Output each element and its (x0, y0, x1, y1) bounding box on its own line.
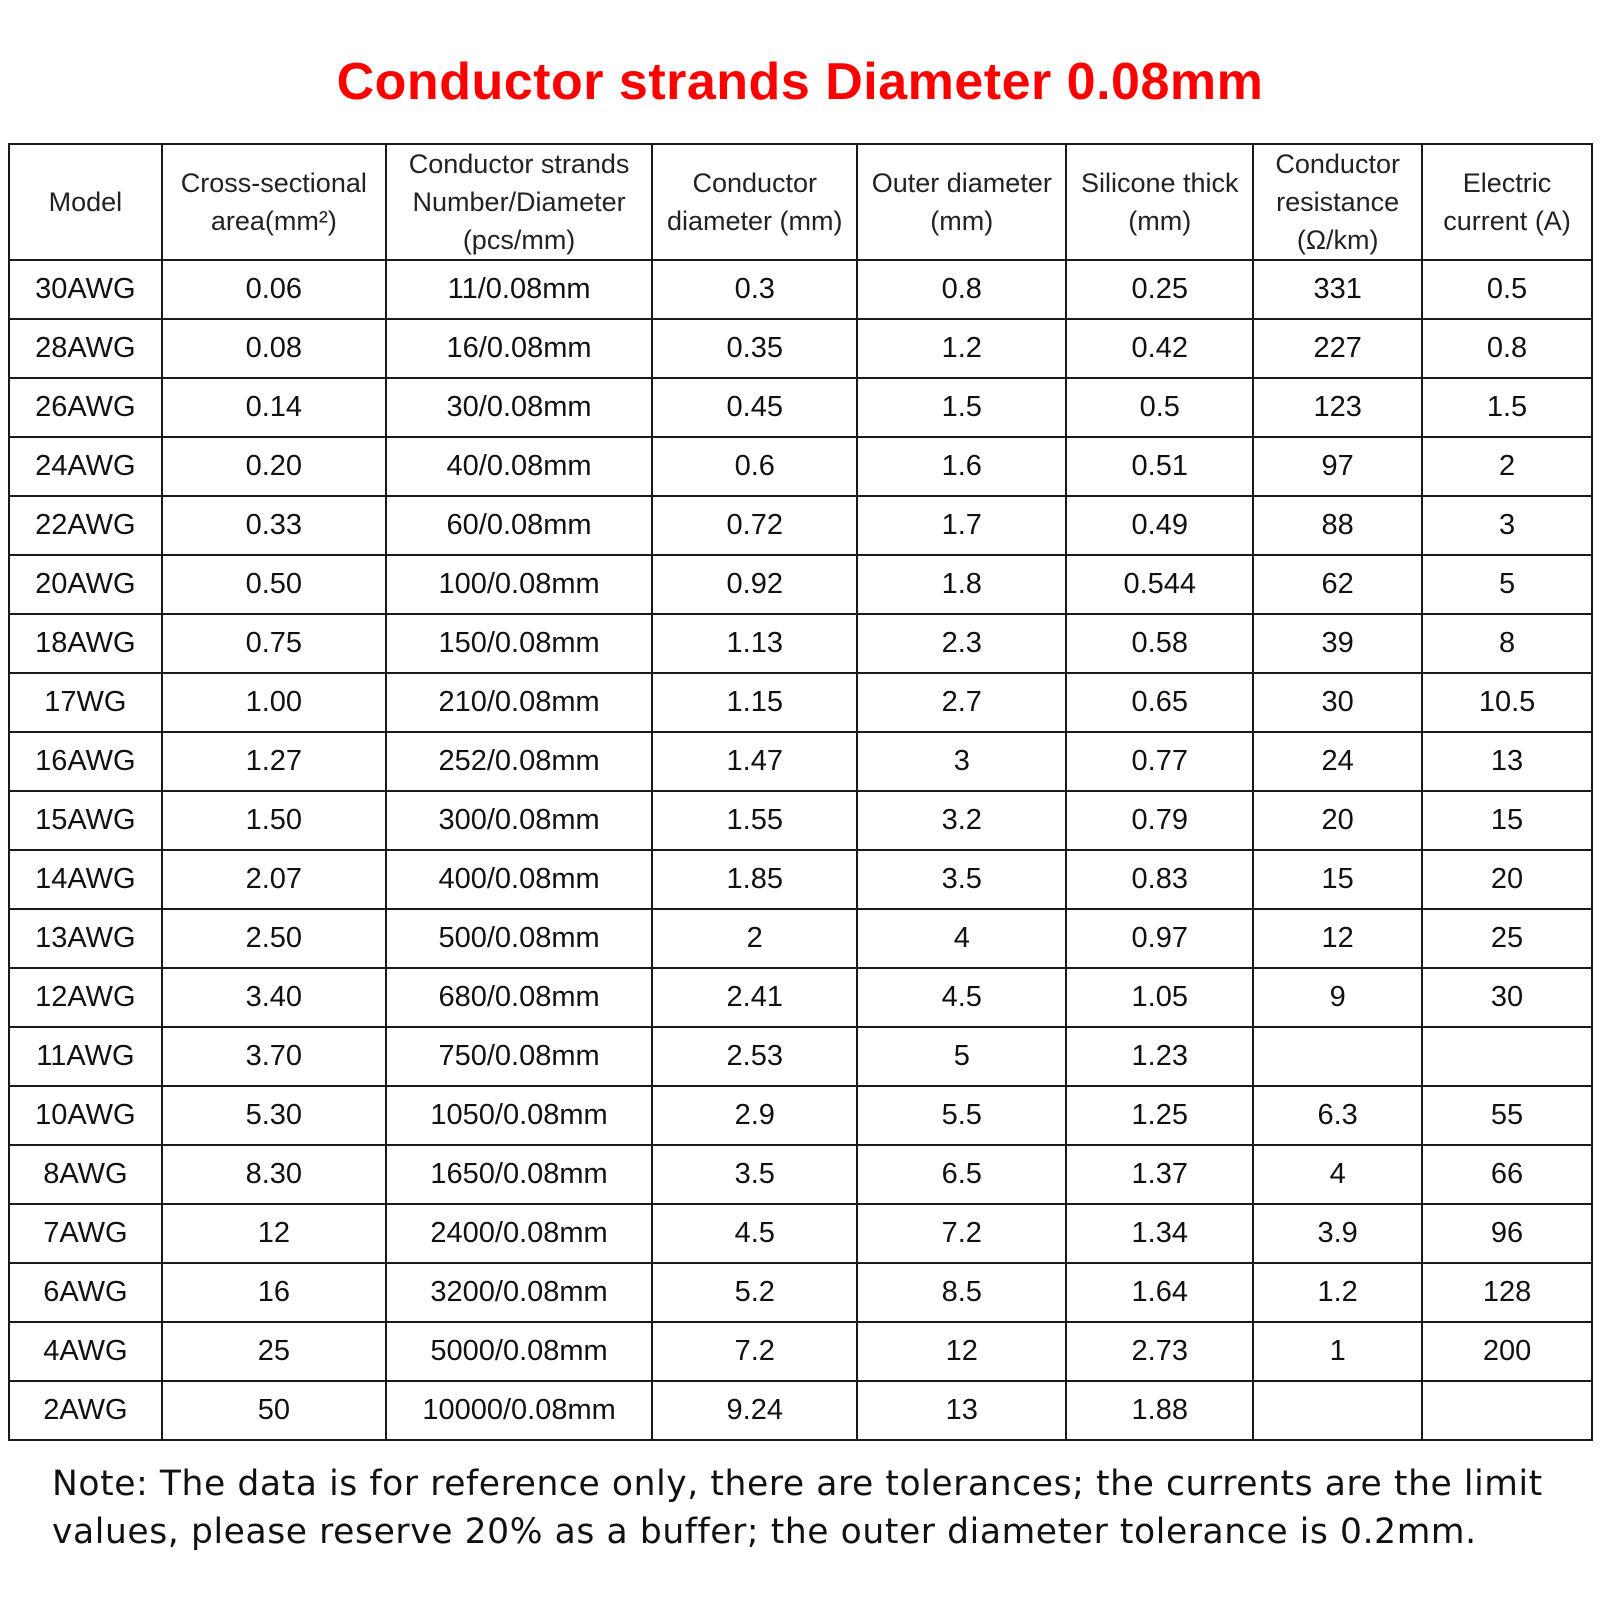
cell-current: 2 (1422, 437, 1592, 496)
header-conductor-diameter: Conductor diameter (mm) (652, 144, 857, 260)
cell-area: 1.50 (162, 791, 386, 850)
cell-area: 5.30 (162, 1086, 386, 1145)
cell-area: 12 (162, 1204, 386, 1263)
cell-model: 16AWG (9, 732, 162, 791)
cell-strands: 1650/0.08mm (386, 1145, 652, 1204)
note-text: Note: The data is for reference only, there are tolerances; the currents are the limit values, please reserve 20% as a buffer; the outer diameter tolerance is 0.2mm. (52, 1464, 1543, 1552)
header-conductor-strands: Conductor strands Number/Diameter (pcs/mm) (386, 144, 652, 260)
cell-strands: 680/0.08mm (386, 968, 652, 1027)
cell-current: 10.5 (1422, 673, 1592, 732)
cell-silicone-thick: 1.23 (1066, 1027, 1253, 1086)
cell-area: 0.20 (162, 437, 386, 496)
cell-silicone-thick: 0.544 (1066, 555, 1253, 614)
table-row (9, 1381, 1592, 1440)
cell-current (1422, 1381, 1592, 1440)
cell-conductor-diameter: 2.9 (652, 1086, 857, 1145)
cell-conductor-diameter: 9.24 (652, 1381, 857, 1440)
cell-area: 2.07 (162, 850, 386, 909)
cell-strands: 300/0.08mm (386, 791, 652, 850)
cell-area: 2.50 (162, 909, 386, 968)
cell-strands: 500/0.08mm (386, 909, 652, 968)
cell-outer-diameter: 8.5 (857, 1263, 1066, 1322)
cell-conductor-diameter: 1.55 (652, 791, 857, 850)
cell-silicone-thick: 0.42 (1066, 319, 1253, 378)
cell-area: 1.00 (162, 673, 386, 732)
cell-outer-diameter: 2.3 (857, 614, 1066, 673)
cell-conductor-diameter: 2.53 (652, 1027, 857, 1086)
cell-model: 13AWG (9, 909, 162, 968)
cell-resistance: 24 (1253, 732, 1422, 791)
table-row (9, 1263, 1592, 1322)
cell-model: 30AWG (9, 260, 162, 319)
cell-strands: 252/0.08mm (386, 732, 652, 791)
cell-resistance: 62 (1253, 555, 1422, 614)
cell-area: 50 (162, 1381, 386, 1440)
cell-model: 17WG (9, 673, 162, 732)
table-row (9, 378, 1592, 437)
cell-model: 15AWG (9, 791, 162, 850)
cell-conductor-diameter: 1.13 (652, 614, 857, 673)
cell-resistance: 3.9 (1253, 1204, 1422, 1263)
cell-current: 13 (1422, 732, 1592, 791)
cell-conductor-diameter: 3.5 (652, 1145, 857, 1204)
table-row (9, 909, 1592, 968)
cell-outer-diameter: 5 (857, 1027, 1066, 1086)
table-row (9, 437, 1592, 496)
cell-strands: 30/0.08mm (386, 378, 652, 437)
table-row (9, 614, 1592, 673)
table-row (9, 319, 1592, 378)
cell-model: 2AWG (9, 1381, 162, 1440)
cell-current: 30 (1422, 968, 1592, 1027)
cell-current: 3 (1422, 496, 1592, 555)
cell-area: 3.40 (162, 968, 386, 1027)
cell-strands: 100/0.08mm (386, 555, 652, 614)
cell-silicone-thick: 1.05 (1066, 968, 1253, 1027)
cell-area: 0.50 (162, 555, 386, 614)
cell-resistance: 4 (1253, 1145, 1422, 1204)
cell-outer-diameter: 3 (857, 732, 1066, 791)
cell-silicone-thick: 0.58 (1066, 614, 1253, 673)
cell-strands: 2400/0.08mm (386, 1204, 652, 1263)
cell-outer-diameter: 3.5 (857, 850, 1066, 909)
cell-model: 28AWG (9, 319, 162, 378)
cell-silicone-thick: 0.65 (1066, 673, 1253, 732)
cell-conductor-diameter: 0.45 (652, 378, 857, 437)
cell-current: 0.8 (1422, 319, 1592, 378)
cell-model: 18AWG (9, 614, 162, 673)
cell-outer-diameter: 12 (857, 1322, 1066, 1381)
cell-resistance: 39 (1253, 614, 1422, 673)
cell-outer-diameter: 2.7 (857, 673, 1066, 732)
cell-conductor-diameter: 2 (652, 909, 857, 968)
page-title: Conductor strands Diameter 0.08mm (336, 53, 1264, 111)
cell-resistance (1253, 1027, 1422, 1086)
table-row (9, 1204, 1592, 1263)
cell-model: 8AWG (9, 1145, 162, 1204)
cell-conductor-diameter: 4.5 (652, 1204, 857, 1263)
cell-silicone-thick: 1.34 (1066, 1204, 1253, 1263)
cell-current: 8 (1422, 614, 1592, 673)
cell-model: 24AWG (9, 437, 162, 496)
cell-resistance: 9 (1253, 968, 1422, 1027)
cell-silicone-thick: 0.51 (1066, 437, 1253, 496)
cell-current: 25 (1422, 909, 1592, 968)
cell-current: 20 (1422, 850, 1592, 909)
cell-resistance: 20 (1253, 791, 1422, 850)
cell-area: 25 (162, 1322, 386, 1381)
table-row (9, 1086, 1592, 1145)
cell-strands: 400/0.08mm (386, 850, 652, 909)
cell-current: 66 (1422, 1145, 1592, 1204)
cell-conductor-diameter: 5.2 (652, 1263, 857, 1322)
table-row (9, 791, 1592, 850)
cell-area: 0.06 (162, 260, 386, 319)
cell-outer-diameter: 1.6 (857, 437, 1066, 496)
cell-current: 128 (1422, 1263, 1592, 1322)
cell-outer-diameter: 5.5 (857, 1086, 1066, 1145)
cell-outer-diameter: 1.7 (857, 496, 1066, 555)
cell-area: 0.75 (162, 614, 386, 673)
cell-model: 10AWG (9, 1086, 162, 1145)
cell-outer-diameter: 3.2 (857, 791, 1066, 850)
cell-outer-diameter: 13 (857, 1381, 1066, 1440)
cell-silicone-thick: 1.64 (1066, 1263, 1253, 1322)
table-row (9, 555, 1592, 614)
cell-current: 15 (1422, 791, 1592, 850)
header-silicone-thick: Silicone thick (mm) (1066, 144, 1253, 260)
header-conductor-resistance: Conductor resistance (Ω/km) (1253, 144, 1422, 260)
cell-silicone-thick: 1.88 (1066, 1381, 1253, 1440)
cell-conductor-diameter: 0.92 (652, 555, 857, 614)
cell-strands: 3200/0.08mm (386, 1263, 652, 1322)
cell-resistance: 15 (1253, 850, 1422, 909)
wire-spec-table (8, 143, 1593, 1441)
cell-model: 14AWG (9, 850, 162, 909)
cell-resistance: 6.3 (1253, 1086, 1422, 1145)
cell-conductor-diameter: 1.47 (652, 732, 857, 791)
cell-silicone-thick: 0.77 (1066, 732, 1253, 791)
cell-current: 5 (1422, 555, 1592, 614)
cell-outer-diameter: 1.8 (857, 555, 1066, 614)
cell-resistance: 123 (1253, 378, 1422, 437)
cell-silicone-thick: 0.79 (1066, 791, 1253, 850)
header-outer-diameter: Outer diameter (mm) (857, 144, 1066, 260)
cell-resistance: 1 (1253, 1322, 1422, 1381)
cell-silicone-thick: 0.5 (1066, 378, 1253, 437)
cell-resistance: 30 (1253, 673, 1422, 732)
cell-conductor-diameter: 2.41 (652, 968, 857, 1027)
cell-outer-diameter: 1.2 (857, 319, 1066, 378)
cell-area: 1.27 (162, 732, 386, 791)
cell-area: 8.30 (162, 1145, 386, 1204)
cell-outer-diameter: 4 (857, 909, 1066, 968)
cell-conductor-diameter: 0.72 (652, 496, 857, 555)
cell-model: 11AWG (9, 1027, 162, 1086)
cell-strands: 1050/0.08mm (386, 1086, 652, 1145)
cell-strands: 16/0.08mm (386, 319, 652, 378)
cell-strands: 150/0.08mm (386, 614, 652, 673)
cell-model: 12AWG (9, 968, 162, 1027)
cell-resistance: 12 (1253, 909, 1422, 968)
cell-silicone-thick: 0.25 (1066, 260, 1253, 319)
cell-conductor-diameter: 1.85 (652, 850, 857, 909)
cell-outer-diameter: 6.5 (857, 1145, 1066, 1204)
cell-model: 6AWG (9, 1263, 162, 1322)
cell-silicone-thick: 0.97 (1066, 909, 1253, 968)
cell-model: 22AWG (9, 496, 162, 555)
cell-model: 26AWG (9, 378, 162, 437)
cell-outer-diameter: 7.2 (857, 1204, 1066, 1263)
cell-conductor-diameter: 0.6 (652, 437, 857, 496)
cell-conductor-diameter: 0.3 (652, 260, 857, 319)
cell-resistance: 97 (1253, 437, 1422, 496)
cell-conductor-diameter: 0.35 (652, 319, 857, 378)
cell-current: 96 (1422, 1204, 1592, 1263)
cell-silicone-thick: 0.49 (1066, 496, 1253, 555)
cell-silicone-thick: 1.37 (1066, 1145, 1253, 1204)
table-row (9, 850, 1592, 909)
cell-area: 0.14 (162, 378, 386, 437)
table-row (9, 673, 1592, 732)
cell-model: 20AWG (9, 555, 162, 614)
cell-strands: 11/0.08mm (386, 260, 652, 319)
table-row (9, 1322, 1592, 1381)
cell-current: 200 (1422, 1322, 1592, 1381)
cell-area: 0.33 (162, 496, 386, 555)
cell-strands: 750/0.08mm (386, 1027, 652, 1086)
table-row (9, 732, 1592, 791)
cell-silicone-thick: 2.73 (1066, 1322, 1253, 1381)
cell-strands: 10000/0.08mm (386, 1381, 652, 1440)
cell-model: 4AWG (9, 1322, 162, 1381)
table-row (9, 968, 1592, 1027)
cell-area: 0.08 (162, 319, 386, 378)
cell-conductor-diameter: 7.2 (652, 1322, 857, 1381)
cell-conductor-diameter: 1.15 (652, 673, 857, 732)
cell-model: 7AWG (9, 1204, 162, 1263)
cell-area: 3.70 (162, 1027, 386, 1086)
table-body (9, 260, 1592, 1440)
cell-resistance: 1.2 (1253, 1263, 1422, 1322)
cell-silicone-thick: 1.25 (1066, 1086, 1253, 1145)
header-electric-current: Electric current (A) (1422, 144, 1592, 260)
table-header-row (9, 144, 1592, 260)
cell-current (1422, 1027, 1592, 1086)
cell-outer-diameter: 0.8 (857, 260, 1066, 319)
cell-strands: 210/0.08mm (386, 673, 652, 732)
cell-current: 55 (1422, 1086, 1592, 1145)
table-row (9, 496, 1592, 555)
cell-resistance (1253, 1381, 1422, 1440)
header-cross-sectional-area: Cross-sectional area(mm²) (162, 144, 386, 260)
cell-silicone-thick: 0.83 (1066, 850, 1253, 909)
cell-strands: 40/0.08mm (386, 437, 652, 496)
cell-outer-diameter: 4.5 (857, 968, 1066, 1027)
cell-resistance: 227 (1253, 319, 1422, 378)
cell-resistance: 331 (1253, 260, 1422, 319)
cell-outer-diameter: 1.5 (857, 378, 1066, 437)
cell-strands: 60/0.08mm (386, 496, 652, 555)
cell-current: 0.5 (1422, 260, 1592, 319)
cell-strands: 5000/0.08mm (386, 1322, 652, 1381)
table-row (9, 1145, 1592, 1204)
cell-area: 16 (162, 1263, 386, 1322)
header-model: Model (9, 144, 162, 260)
cell-current: 1.5 (1422, 378, 1592, 437)
table-row (9, 1027, 1592, 1086)
table-row (9, 260, 1592, 319)
cell-resistance: 88 (1253, 496, 1422, 555)
